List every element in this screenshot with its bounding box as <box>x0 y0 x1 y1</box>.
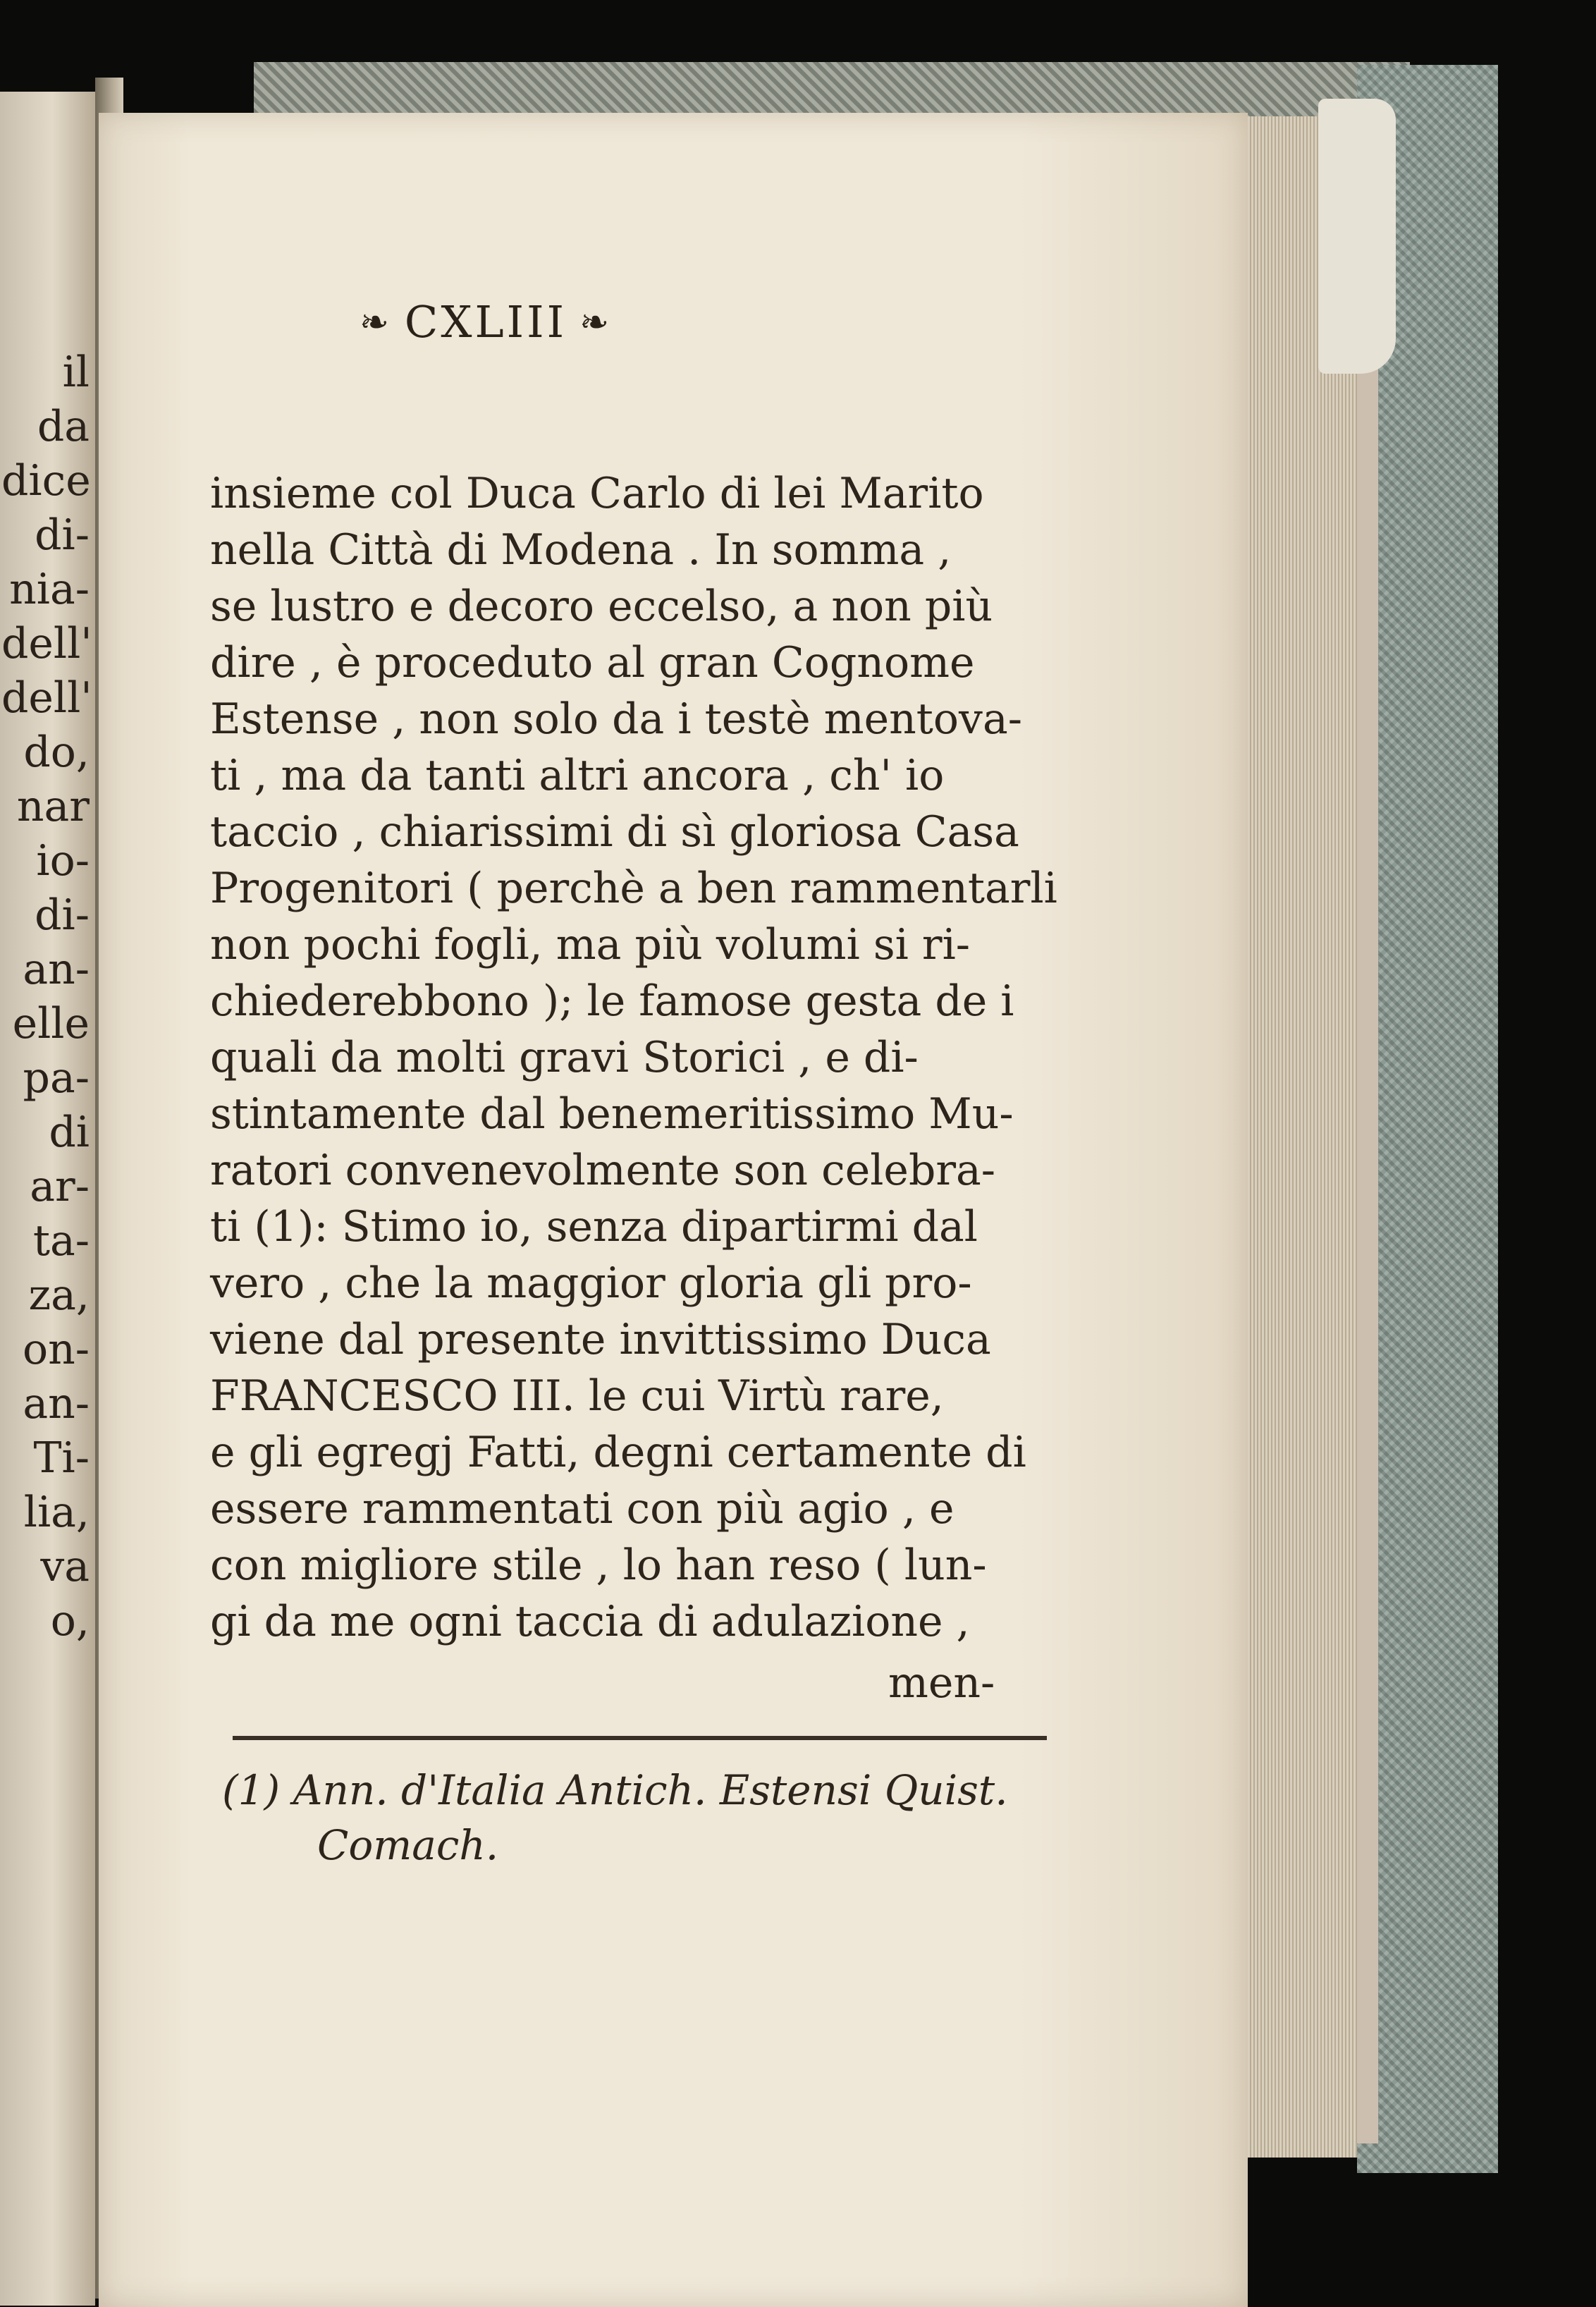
body-line: essere rammentati con più agio , e <box>210 1484 954 1534</box>
body-line: e gli egregj Fatti, degni certamente di <box>210 1428 1026 1477</box>
left-page-fragment: pa- <box>23 1053 90 1103</box>
left-page-edge <box>0 92 95 2306</box>
left-page-fragment: Ti- <box>33 1433 90 1483</box>
page-edge-pink <box>1357 120 1378 2143</box>
left-page-fragment: do, <box>23 728 90 777</box>
body-line: non pochi fogli, ma più volumi si ri- <box>210 920 971 969</box>
header-ornament-left-icon: ❧ <box>360 301 392 343</box>
body-line: stintamente dal benemeritissimo Mu- <box>210 1089 1014 1139</box>
left-page-fragment: lia, <box>23 1488 90 1537</box>
left-page-fragment: dell' <box>1 673 92 723</box>
left-page-fragment: o, <box>50 1596 90 1646</box>
body-line: viene dal presente invittissimo Duca <box>210 1315 991 1364</box>
page-stack-edge <box>1241 116 1357 2158</box>
left-page-fragment: io- <box>36 836 90 886</box>
body-line: nella Città di Modena . In somma , <box>210 525 952 575</box>
body-line: chiederebbono ); le famose gesta de i <box>210 977 1014 1026</box>
body-line: vero , che la maggior gloria gli pro- <box>210 1259 972 1308</box>
footnote <box>222 1763 1068 1873</box>
left-page-fragment: on- <box>22 1325 90 1374</box>
left-page-fragment: za, <box>28 1271 90 1320</box>
left-page-fragment: dell' <box>1 619 92 668</box>
left-page-fragment: an- <box>23 945 90 994</box>
page-header <box>360 296 853 348</box>
left-page-fragment: di <box>49 1108 90 1157</box>
header-ornament-right-icon: ❧ <box>579 301 613 343</box>
left-page-fragment: il <box>62 348 90 397</box>
left-page-fragment: di- <box>35 510 90 560</box>
left-page-fragment: va <box>40 1542 90 1591</box>
body-line: quali da molti gravi Storici , e di- <box>210 1033 919 1082</box>
body-line: ratori convenevolmente son celebra- <box>210 1146 996 1195</box>
left-page-text-fragments <box>1 345 90 1648</box>
body-line: gi da me ogni taccia di adulazione , <box>210 1597 970 1646</box>
left-page-fragment: elle <box>12 999 90 1048</box>
left-page-fragment: an- <box>23 1379 90 1428</box>
footnote-line: Comach. <box>317 1821 499 1869</box>
footnote-line: (1) Ann. d'Italia Antich. Estensi Quist. <box>222 1766 1008 1814</box>
body-text <box>210 465 1056 1650</box>
left-page-fragment: ar- <box>30 1162 90 1211</box>
body-line: se lustro e decoro eccelso, a non più <box>210 582 993 631</box>
left-page-fragment: ta- <box>32 1216 90 1266</box>
left-page-fragment: di- <box>35 891 90 940</box>
body-line: FRANCESCO III. le cui Virtù rare, <box>210 1371 944 1421</box>
catchword: men- <box>888 1658 995 1708</box>
body-line: insieme col Duca Carlo di lei Marito <box>210 469 984 518</box>
body-line: taccio , chiarissimi di sì gloriosa Casa <box>210 807 1019 857</box>
body-line: dire , è proceduto al gran Cognome <box>210 638 975 687</box>
left-page-fragment: nar <box>16 782 90 831</box>
left-page-fragment: dice <box>1 456 91 506</box>
paper-flap <box>1318 99 1396 374</box>
cover-board-right <box>1357 65 1498 2173</box>
left-page-fragment: da <box>37 402 90 451</box>
body-line: ti (1): Stimo io, senza dipartirmi dal <box>210 1202 978 1252</box>
body-line: Estense , non solo da i testè mentova- <box>210 694 1022 744</box>
book-page <box>99 113 1248 2307</box>
body-line: ti , ma da tanti altri ancora , ch' io <box>210 751 945 800</box>
left-page-fragment: nia- <box>9 565 90 614</box>
body-line: Progenitori ( perchè a ben rammentarli <box>210 864 1057 913</box>
page-number-roman: CXLIII <box>404 296 567 348</box>
body-line: con migliore stile , lo han reso ( lun- <box>210 1541 987 1590</box>
footnote-rule <box>233 1736 1047 1740</box>
